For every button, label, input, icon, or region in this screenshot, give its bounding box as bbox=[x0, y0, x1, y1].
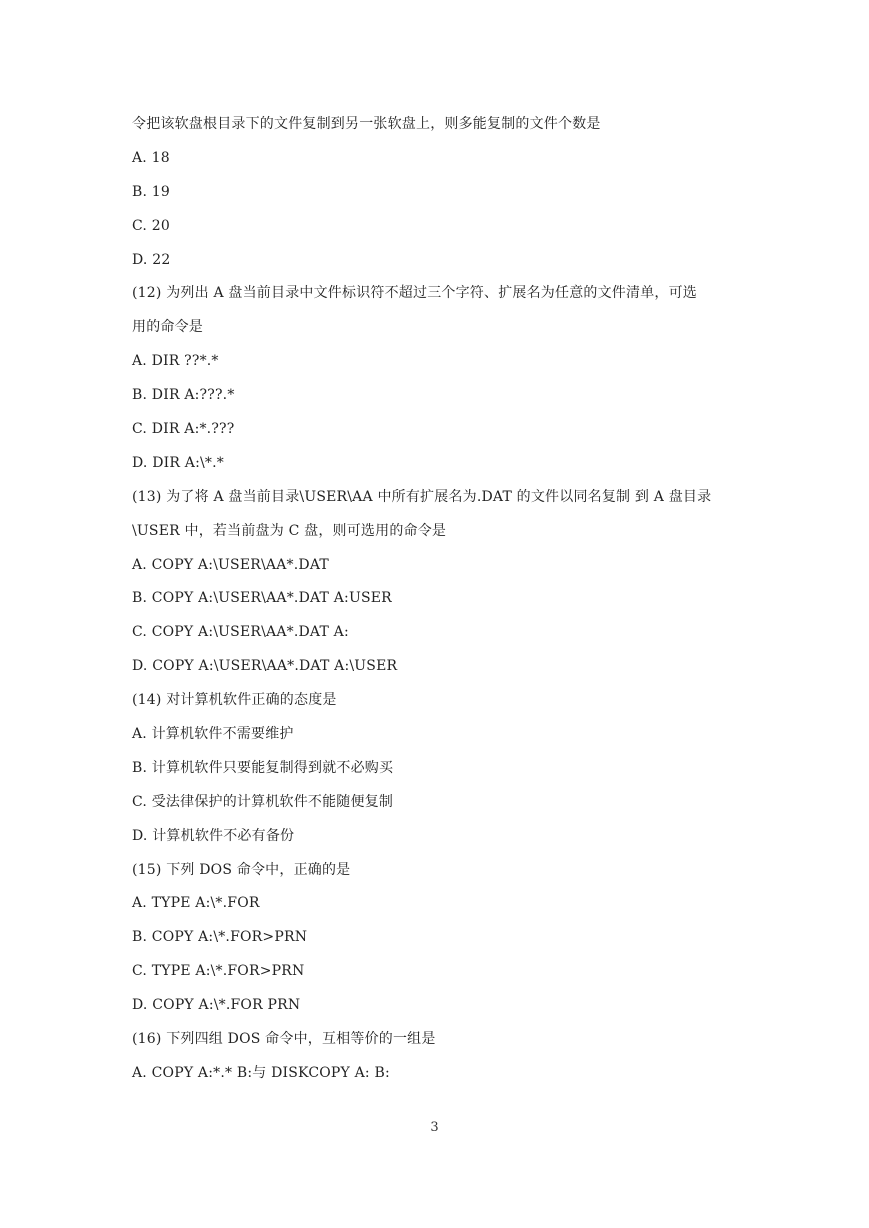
option-line: B. 19 bbox=[132, 183, 171, 200]
option-line: A. COPY A:*.* B:与 DISKCOPY A: B: bbox=[132, 1064, 390, 1081]
option-line: A. COPY A:\USER\AA*.DAT bbox=[132, 556, 329, 573]
option-line: B. DIR A:???.* bbox=[132, 387, 235, 404]
question-line: (15) 下列 DOS 命令中，正确的是 bbox=[132, 861, 351, 878]
option-line: D. COPY A:\USER\AA*.DAT A:\USER bbox=[132, 658, 398, 675]
question-line: (14) 对计算机软件正确的态度是 bbox=[132, 692, 337, 709]
option-line: A. 计算机软件不需要维护 bbox=[132, 726, 294, 743]
option-line: C. TYPE A:\*.FOR>PRN bbox=[132, 963, 305, 980]
question-line: (13) 为了将 A 盘当前目录\USER\AA 中所有扩展名为.DAT 的文件以同名复制 到 A 盘目录 bbox=[132, 488, 712, 505]
option-line: B. COPY A:\*.FOR>PRN bbox=[132, 929, 308, 946]
option-line: A. 18 bbox=[132, 149, 170, 166]
option-line: C. DIR A:*.??? bbox=[132, 421, 235, 438]
page-number: 3 bbox=[430, 1120, 439, 1135]
text-line: \USER 中，若当前盘为 C 盘，则可选用的命令是 bbox=[132, 522, 447, 539]
option-line: C. 20 bbox=[132, 217, 170, 234]
option-line: D. 计算机软件不必有备份 bbox=[132, 827, 295, 844]
question-line: (16) 下列四组 DOS 命令中，互相等价的一组是 bbox=[132, 1031, 436, 1048]
option-line: C. COPY A:\USER\AA*.DAT A: bbox=[132, 624, 349, 641]
option-line: A. TYPE A:\*.FOR bbox=[132, 895, 260, 912]
option-line: B. COPY A:\USER\AA*.DAT A:USER bbox=[132, 590, 392, 607]
question-line: (12) 为列出 A 盘当前目录中文件标识符不超过三个字符、扩展名为任意的文件清单，可选 bbox=[132, 285, 697, 302]
option-line: C. 受法律保护的计算机软件不能随便复制 bbox=[132, 793, 394, 810]
option-line: D. DIR A:\*.* bbox=[132, 454, 224, 471]
text-line: 令把该软盘根目录下的文件复制到另一张软盘上，则多能复制的文件个数是 bbox=[132, 116, 601, 132]
option-line: A. DIR ??*.* bbox=[132, 353, 219, 370]
option-line: B. 计算机软件只要能复制得到就不必购买 bbox=[132, 759, 394, 776]
text-line: 用的命令是 bbox=[132, 319, 203, 336]
document-body bbox=[132, 111, 772, 1094]
option-line: D. 22 bbox=[132, 251, 171, 268]
option-line: D. COPY A:\*.FOR PRN bbox=[132, 997, 301, 1014]
